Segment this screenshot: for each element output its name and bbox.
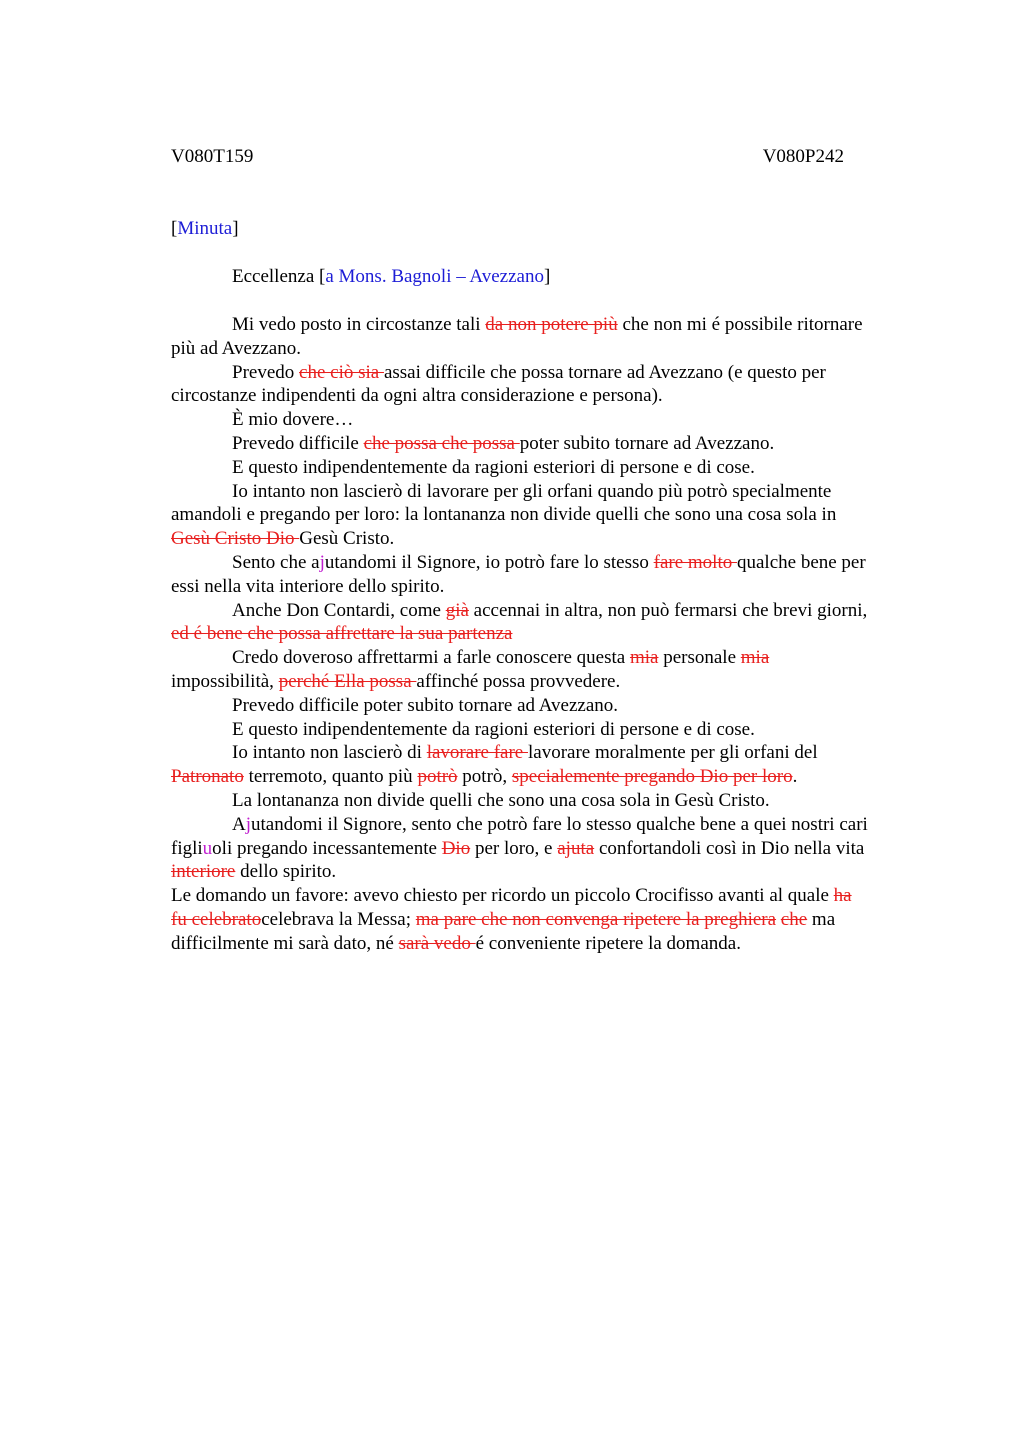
- deleted-text: lavorare fare: [426, 742, 528, 764]
- text-line: [232, 599, 867, 623]
- bracket-open: [: [171, 218, 178, 239]
- text-segment: Io intanto non lascierò di: [232, 742, 427, 764]
- deleted-text: Dio: [441, 837, 471, 859]
- text-segment: impossibilità,: [171, 671, 279, 692]
- text-segment: ma: [807, 909, 836, 930]
- text-line: [232, 456, 755, 480]
- text-segment: circostanze indipendenti da ogni altra considerazione e persona).: [171, 385, 663, 407]
- text-line: [171, 527, 394, 551]
- bracket-open: [: [319, 266, 326, 287]
- text-segment: Prevedo difficile poter subito tornare ad Avezzano.: [232, 694, 619, 716]
- text-line: [232, 789, 770, 813]
- correction-letter: u: [202, 837, 213, 859]
- deleted-text: che ciò sia: [299, 361, 384, 383]
- text-line: [232, 551, 866, 575]
- deleted-text: sarà vedo: [398, 932, 476, 954]
- text-segment: Le domando un favore: avevo chiesto per ricordo un piccolo Crocifisso avanti al quale: [171, 885, 834, 907]
- text-segment: La lontananza non divide quelli che sono una cosa sola in Gesù Cristo.: [232, 790, 770, 811]
- deleted-text: da non potere più: [485, 314, 618, 335]
- text-segment: che non mi é possibile ritornare: [617, 314, 863, 335]
- document-code-left: V080T159: [171, 146, 254, 167]
- text-segment: qualche bene per: [736, 552, 866, 573]
- deleted-text: che: [780, 909, 808, 930]
- text-segment: E questo indipendentemente da ragioni esteriori di persone e di cose.: [232, 456, 755, 478]
- text-segment: utandomi il Signore, io potrò fare lo stesso: [324, 552, 654, 573]
- recipient-note: a Mons. Bagnoli – Avezzano: [325, 266, 544, 287]
- deleted-text: Gesù Cristo Dio: [171, 528, 300, 550]
- text-segment: accennai in altra, non può fermarsi che brevi giorni,: [468, 599, 868, 621]
- text-segment: utandomi il Signore, sento che potrò fare lo stesso qualche bene a quei nostri cari: [251, 813, 868, 835]
- text-segment: È mio dovere…: [232, 409, 354, 431]
- salutation-text: Eccellenza: [232, 266, 320, 287]
- text-segment: Anche Don Contardi, come: [232, 599, 446, 621]
- text-segment: dello spirito.: [235, 861, 337, 883]
- deleted-text: Patronato: [171, 766, 244, 788]
- page-code-right: V080P242: [762, 146, 844, 167]
- text-line: [171, 503, 836, 527]
- text-line: [171, 622, 512, 646]
- document-header: [171, 146, 844, 170]
- text-line: [232, 741, 818, 765]
- deleted-text: mia: [629, 647, 659, 669]
- text-line: [171, 670, 620, 694]
- text-line: [171, 337, 301, 361]
- text-line: [171, 932, 741, 956]
- text-line: [232, 694, 618, 718]
- text-line: [171, 908, 835, 932]
- text-segment: Mi vedo posto in circostanze tali: [232, 314, 486, 335]
- text-line: [232, 480, 831, 504]
- deleted-text: interiore: [171, 861, 236, 883]
- correction-letter: j: [319, 552, 325, 573]
- deleted-text: mia: [740, 647, 770, 669]
- deleted-text: perché Ella possa: [278, 671, 417, 692]
- text-segment: poter subito tornare ad Avezzano.: [519, 433, 775, 454]
- bracket-close: ]: [543, 266, 551, 287]
- salutation: [232, 265, 550, 289]
- text-segment: personale: [658, 647, 741, 669]
- text-line: [232, 432, 774, 456]
- text-segment: figli: [171, 837, 203, 859]
- text-segment: Prevedo difficile: [232, 433, 364, 454]
- text-segment: Credo doveroso affrettarmi a farle conoscere questa: [232, 647, 630, 669]
- text-segment: .: [792, 766, 798, 788]
- text-segment: potrò,: [457, 766, 512, 788]
- text-segment: confortandoli così in Dio nella vita: [594, 837, 865, 859]
- text-segment: E questo indipendentemente da ragioni esteriori di persone e di cose.: [232, 718, 755, 740]
- text-segment: terremoto, quanto più: [243, 766, 418, 788]
- text-segment: per loro, e: [470, 837, 558, 859]
- text-line: [232, 718, 755, 742]
- text-segment: lavorare moralmente per gli orfani del: [527, 742, 818, 764]
- correction-letter: j: [245, 813, 252, 835]
- text-line: [171, 384, 663, 408]
- text-line: [171, 860, 336, 884]
- deleted-text: specialemente pregando Dio per loro: [511, 766, 793, 788]
- text-line: [232, 813, 868, 837]
- text-segment: difficilmente mi sarà dato, né: [171, 932, 399, 954]
- text-segment: affinché possa provvedere.: [416, 671, 621, 692]
- bracket-close: ]: [232, 218, 239, 239]
- text-line: [232, 646, 769, 670]
- deleted-text: ha: [833, 885, 852, 907]
- text-segment: amandoli e pregando per loro: la lontananza non divide quelli che sono una cosa sola in: [171, 504, 837, 526]
- text-segment: essi nella vita interiore dello spirito.: [171, 575, 445, 597]
- deleted-text: potrò: [417, 766, 458, 788]
- deleted-text: già: [445, 599, 469, 621]
- document-type-label: [171, 217, 239, 241]
- text-segment: Io intanto non lascierò di lavorare per gli orfani quando più potrò specialmente: [232, 480, 832, 502]
- text-segment: più ad Avezzano.: [171, 337, 301, 359]
- text-line: [171, 765, 797, 789]
- deleted-text: ma pare che non convenga ripetere la preghiera: [415, 909, 777, 930]
- text-segment: é conveniente ripetere la domanda.: [475, 932, 741, 954]
- deleted-text: fare molto: [653, 552, 737, 573]
- text-line: [171, 575, 444, 599]
- text-segment: Gesù Cristo.: [299, 528, 395, 550]
- deleted-text: che possa che possa: [363, 433, 520, 454]
- deleted-text: ed é bene che possa affrettare la sua partenza: [171, 623, 513, 645]
- text-line: [232, 408, 353, 432]
- text-segment: oli pregando incessantemente: [212, 837, 442, 859]
- text-line: [171, 837, 864, 861]
- deleted-text: ajuta: [557, 837, 595, 859]
- text-line: [232, 361, 826, 385]
- editorial-note: Minuta: [177, 218, 233, 239]
- text-segment: Sento che a: [232, 552, 320, 573]
- text-segment: assai difficile che possa tornare ad Avezzano (e questo per: [383, 361, 826, 383]
- text-segment: celebrava la Messa;: [261, 909, 416, 930]
- text-line: [171, 884, 852, 908]
- text-line: [232, 313, 863, 337]
- text-segment: Prevedo: [232, 361, 300, 383]
- text-segment: A: [232, 813, 246, 835]
- deleted-text: fu celebrato: [171, 909, 262, 930]
